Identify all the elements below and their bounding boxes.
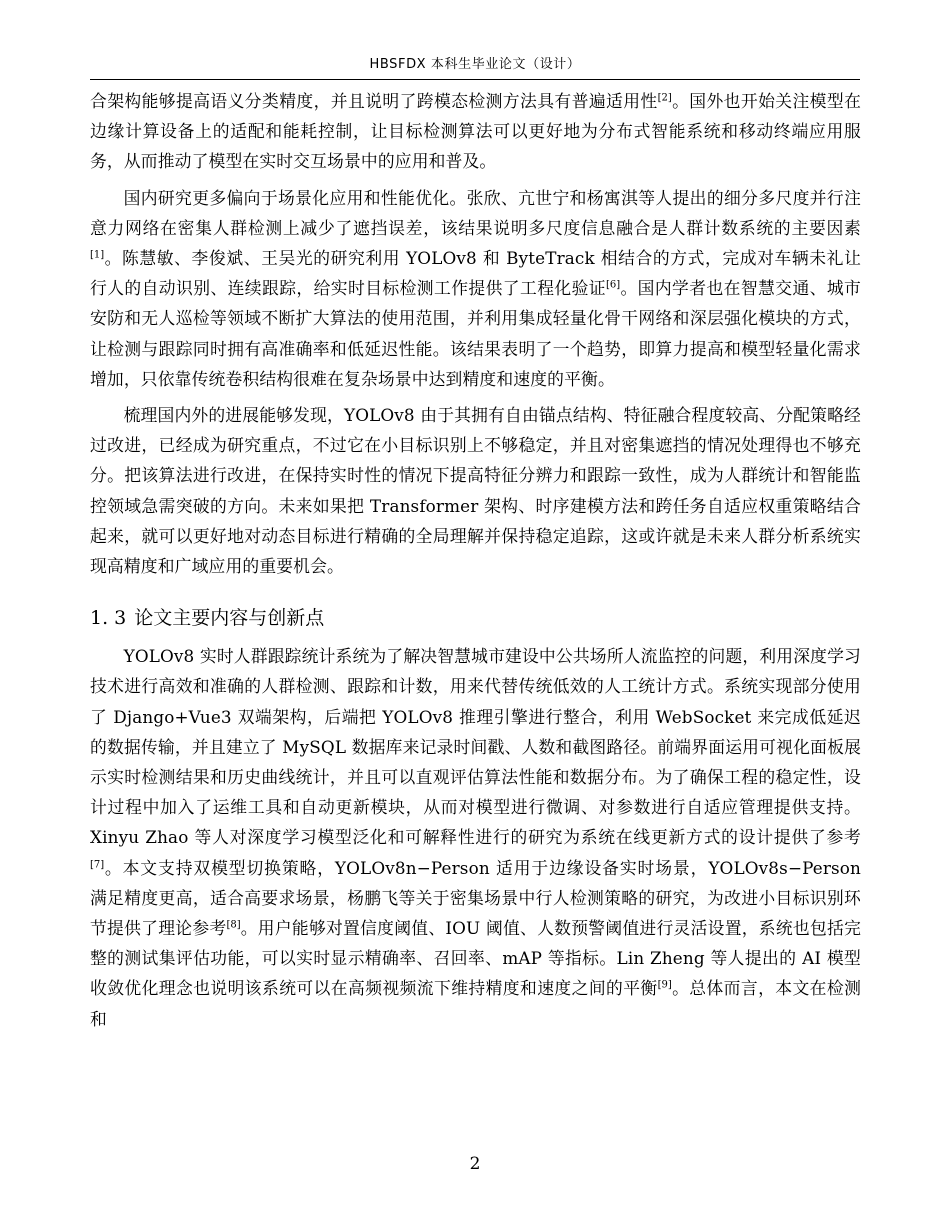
citation-2: [2] [657, 92, 672, 104]
paragraph-4 [90, 641, 861, 1034]
paragraph-4-text-2: 。本文支持双模型切换策略，YOLOv8n−Person 适用于边缘设备实时场景，YOLOv8s−Person 满足精度更高，适合高要求场景，杨鹏飞等关于密集场景中行人检测策略的研究，为改进小目标识别环节提供了理论参考 [90, 857, 861, 939]
paragraph-3 [90, 400, 861, 581]
paragraph-2-text-3: 。国内学者也在智慧交通、城市安防和无人巡检等领域不断扩大算法的使用范围，并利用集成轻量化骨干网络和深层强化模块的方式，让检测与跟踪同时拥有高准确率和低延迟性能。该结果表明了一个趋势，即算力提高和模型轻量化需求增加，只依靠传统卷积结构很难在复杂场景中达到精度和速度的平衡。 [90, 278, 861, 389]
paragraph-1-text-1: 合架构能够提高语义分类精度，并且说明了跨模态检测方法具有普遍适用性 [90, 91, 658, 111]
running-header: HBSFDX 本科生毕业论文（设计） [369, 57, 581, 72]
paragraph-3-text-1: 梳理国内外的进展能够发现，YOLOv8 由于其拥有自由锚点结构、特征融合程度较高、分配策略经过改进，已经成为研究重点，不过它在小目标识别上不够稳定，并且对密集遮挡的情况处理得也不够充分。把该算法进行改进，在保持实时性的情况下提高特征分辨力和跟踪一致性，成为人群统计和智能监控领域急需突破的方向。未来如果把 Transformer 架构、时序建模方法和跨任务自适应权重策略结合起来，就可以更好地对动态目标进行精确的全局理解并保持稳定追踪，这或许就是未来人群分析系统实现高精度和广域应用的重要机会。 [90, 405, 861, 577]
paragraph-2 [90, 183, 861, 394]
citation-6: [6] [606, 279, 621, 291]
paragraph-1 [90, 86, 861, 177]
paragraph-1-text-2: 。国外也开始关注模型在边缘计算设备上的适配和能耗控制，让目标检测算法可以更好地为分布式智能系统和移动终端应用服务，从而推动了模型在实时交互场景中的应用和普及。 [90, 91, 862, 172]
page-body [90, 86, 861, 1040]
page-number: 2 [469, 1154, 481, 1174]
section-heading [90, 604, 861, 632]
paragraph-4-text-1: YOLOv8 实时人群跟踪统计系统为了解决智慧城市建设中公共场所人流监控的问题，利用深度学习技术进行高效和准确的人群检测、跟踪和计数，用来代替传统低效的人工统计方式。系统实现部分使用了 Django+Vue3 双端架构，后端把 YOLOv8 推理引擎进行整合，利用 WebSocket 来完成低延迟的数据传输，并且建立了 MySQL 数据库来记录时间戳、人数和截图路径。前端界面运用可视化面板展示实时检测结果和历史曲线统计，并且可以直观评估算法性能和数据分布。为了确保工程的稳定性，设计过程中加入了运维工具和自动更新模块，从而对模型进行微调、对参数进行自适应管理提供支持。Xinyu Zhao 等人对深度学习模型泛化和可解释性进行的研究为系统在线更新方式的设计提供了参考 [90, 646, 861, 848]
paragraph-2-text-2: 。陈慧敏、李俊斌、王吴光的研究利用 YOLOv8 和 ByteTrack 相结合的方式，完成对车辆未礼让行人的自动识别、连续跟踪，给实时目标检测工作提供了工程化验证 [90, 248, 861, 299]
paragraph-2-text-1: 国内研究更多偏向于场景化应用和性能优化。张欣、亢世宁和杨寓淇等人提出的细分多尺度并行注意力网络在密集人群检测上减少了遮挡误差，该结果说明多尺度信息融合是人群计数系统的主要因素 [90, 187, 861, 238]
citation-1: [1] [90, 249, 105, 261]
paragraph-4-text-3: 。用户能够对置信度阈值、IOU 阈值、人数预警阈值进行灵活设置，系统也包括完整的测试集评估功能，可以实时显示精确率、召回率、mAP 等指标。Lin Zheng 等人提出的 AI 模型收敛优化理念也说明该系统可以在高频视频流下维持精度和速度之间的平衡 [90, 918, 861, 999]
citation-9: [9] [657, 979, 672, 991]
paragraph-4-text-4: 。总体而言，本文在检测和 [90, 978, 862, 1029]
citation-8: [8] [226, 919, 241, 931]
section-title: 论文主要内容与创新点 [134, 607, 325, 630]
header-rule [90, 79, 860, 80]
citation-7: [7] [90, 859, 105, 871]
section-number: 1. 3 [90, 607, 127, 630]
